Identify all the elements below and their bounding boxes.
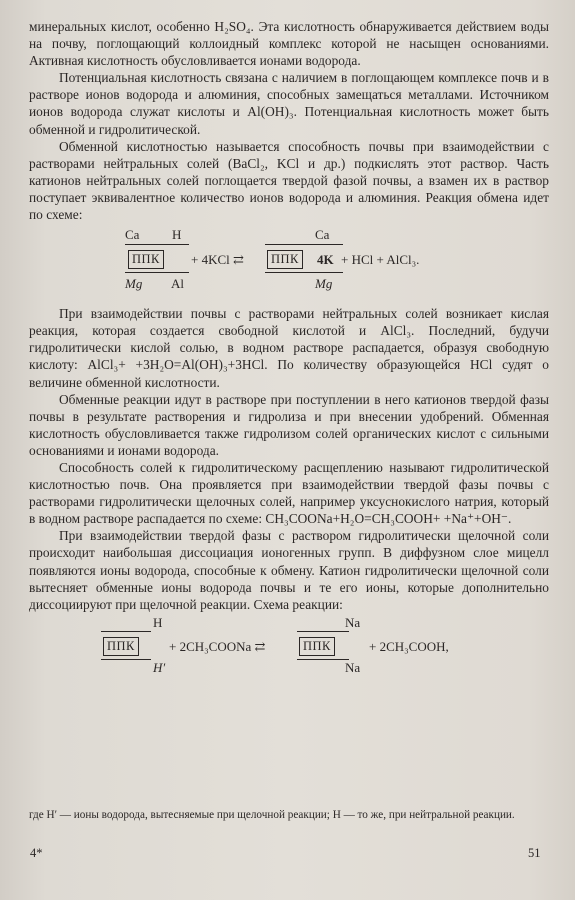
formula2-box-right: ППК [299, 637, 335, 656]
footnote: где H′ — ионы водорода, вытесняемые при щелочной реакции; H — то же, при нейтральной реакции. [29, 809, 515, 821]
formula1-box-left: ППК [128, 250, 164, 269]
formula1-bottom-mg: Mg [125, 276, 143, 292]
formula1-products: + HCl + AlCl₃. [341, 252, 420, 268]
paragraph-2: Потенциальная кислотность связана с наличием в поглощающем комплексе почв и в растворе ионов водорода и алюминия, способных замещаться металлами. Источником ионов водорода служат кислоты и Al(OH)₃. Потенциальная кислотность может быть обменной и гидролитической. [29, 70, 549, 137]
formula1-right-underline [265, 272, 343, 273]
formula2-top-right-na: Na [345, 614, 361, 630]
formula1-top-ca: Ca [125, 227, 140, 243]
formula2-top-h: H [153, 614, 163, 630]
paragraph-3: Обменной кислотностью называется способность почвы при взаимодействии с растворами нейтральных солей (BaCl₂, KCl и др.) подкислять этот раствор. Часть катионов нейтральных солей поглощается твердой фазой почвы, а взамен их в раствор поступает эквивалентное количество ионов водорода и алюминия. Реакция обмена идет по схеме: [29, 138, 549, 223]
formula1-bottom-al: Al [171, 276, 184, 292]
main-text [29, 18, 549, 677]
signature-mark: 4* [30, 846, 43, 860]
formula2-right-overline [297, 631, 349, 632]
formula1-reagent: + 4KCl ⇄ [191, 252, 244, 268]
page-number: 51 [528, 846, 541, 860]
exchange-reaction-formula [29, 223, 549, 295]
formula2-products: + 2CH₃COOH, [369, 638, 449, 654]
formula2-right-underline [297, 659, 349, 660]
paragraph-5: Обменные реакции идут в растворе при поступлении в него катионов твердой фазы почвы в результате растворения и гидролиза и при внесении удобрений. Обменная кислотность обусловливается также гидролизом солей органических кислот с сильными основаниями и ионами водорода. [29, 391, 549, 458]
formula1-box-right-4k: 4K [317, 252, 334, 268]
paragraph-1: минеральных кислот, особенно H₂SO₄. Эта кислотность обнаруживается действием воды на почву, поглощающий коллоидный комплекс которой не насыщен основаниями. Активная кислотность обусловливается ионами водорода. [29, 19, 549, 69]
formula1-left-overline [125, 244, 189, 245]
formula2-box-left: ППК [103, 637, 139, 656]
formula2-left-overline [101, 631, 151, 632]
spacer [29, 295, 549, 305]
paragraph-6: Способность солей к гидролитическому расщеплению называют гидролитической кислотностью почв. Она проявляется при взаимодействии твердой фазы почвы с растворами гидролитически щелочных солей, например уксуснокислого натрия, который в водном растворе распадается по схеме: CH₃COONa+H₂O=CH₃COOH+ +Na⁺+OH⁻. [29, 459, 549, 527]
formula2-bottom-h-prime: H′ [153, 659, 166, 675]
hydrolytic-reaction-formula [29, 613, 549, 677]
paragraph-4: При взаимодействии почвы с растворами нейтральных солей возникает кислая реакция, которая создается свободной кислотой и AlCl₃. Последний, будучи гидролитически кислой солью, в водном растворе распадается, образуя свободную кислоту: AlCl₃+ +3H₂O=Al(OH)₃+3HCl. По количеству образующейся HCl судят о величине обменной кислотности. [29, 306, 549, 390]
formula1-left-underline [125, 272, 189, 273]
formula2-reagent: + 2CH₃COONa ⇄ [169, 638, 266, 654]
formula1-top-right-ca: Ca [315, 227, 330, 243]
paragraph-7: При взаимодействии твердой фазы с раствором гидролитически щелочной соли происходит наибольшая диссоциация ионогенных групп. В диффузном слое мицелл появляются ионы водорода, способные к обмену. Катион гидролитически щелочной соли вытесняет обменные ионы водорода почвы и те его ионы, которые дополнительно диссоциируют при щелочной реакции. Схема реакции: [29, 528, 549, 612]
formula2-left-underline [101, 659, 151, 660]
formula1-bottom-right-mg: Mg [315, 276, 333, 292]
formula1-top-h: H [172, 227, 182, 243]
formula1-right-overline [265, 244, 343, 245]
formula1-box-right: ППК [267, 250, 303, 269]
formula2-bottom-right-na: Na [345, 659, 361, 675]
